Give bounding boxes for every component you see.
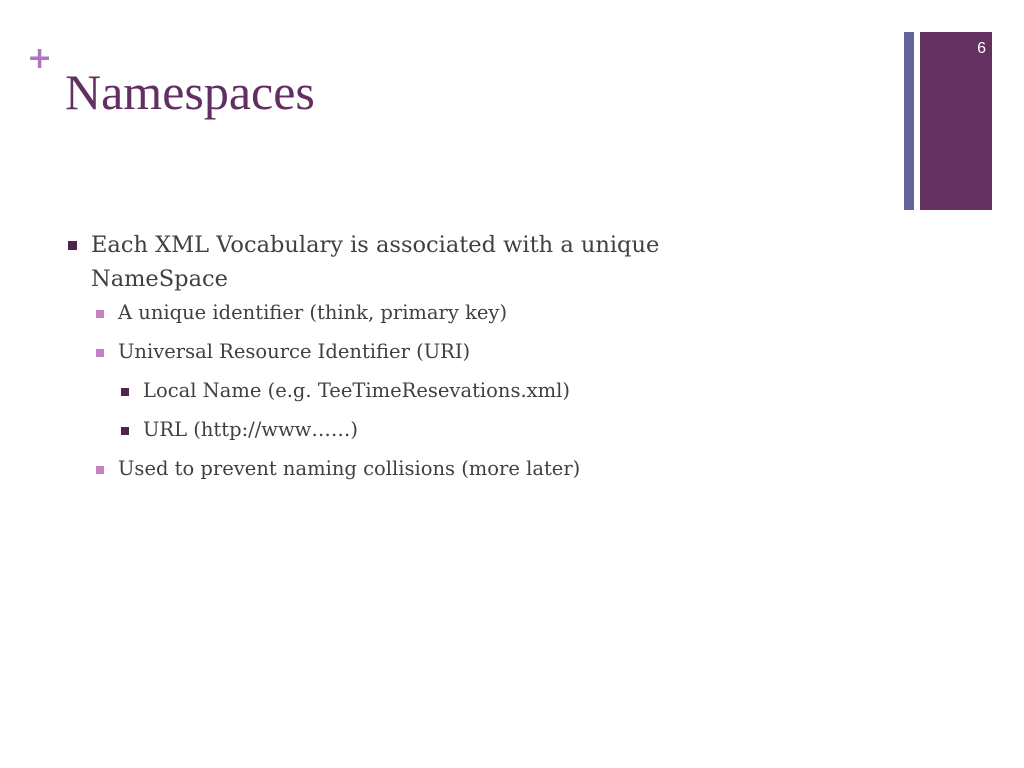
bullet-text: A unique identifier (think, primary key) bbox=[118, 301, 508, 324]
bullet-text: Local Name (e.g. TeeTimeResevations.xml) bbox=[143, 379, 570, 402]
accent-bar-thin bbox=[904, 32, 914, 210]
bullet-item-level-3 bbox=[66, 378, 786, 404]
square-bullet-icon bbox=[96, 310, 104, 318]
accent-bar-wide bbox=[920, 32, 992, 210]
slide-number: 6 bbox=[977, 40, 986, 57]
bullet-item-level-1 bbox=[66, 228, 786, 296]
square-bullet-icon bbox=[121, 427, 129, 435]
plus-icon: + bbox=[27, 41, 53, 76]
bullet-text: Used to prevent naming collisions (more later) bbox=[118, 457, 581, 480]
bullet-text: Universal Resource Identifier (URI) bbox=[118, 340, 471, 363]
bullet-item-level-2 bbox=[66, 339, 786, 365]
bullet-text: Each XML Vocabulary is associated with a unique NameSpace bbox=[91, 232, 660, 292]
bullet-text: URL (http://www……) bbox=[143, 418, 358, 441]
slide-title: Namespaces bbox=[65, 64, 315, 120]
bullet-item-level-2 bbox=[66, 300, 786, 326]
square-bullet-icon bbox=[121, 388, 129, 396]
square-bullet-icon bbox=[96, 349, 104, 357]
bullet-list bbox=[66, 228, 786, 495]
square-bullet-icon bbox=[96, 466, 104, 474]
square-bullet-icon bbox=[68, 241, 77, 250]
bullet-item-level-2 bbox=[66, 456, 786, 482]
bullet-item-level-3 bbox=[66, 417, 786, 443]
